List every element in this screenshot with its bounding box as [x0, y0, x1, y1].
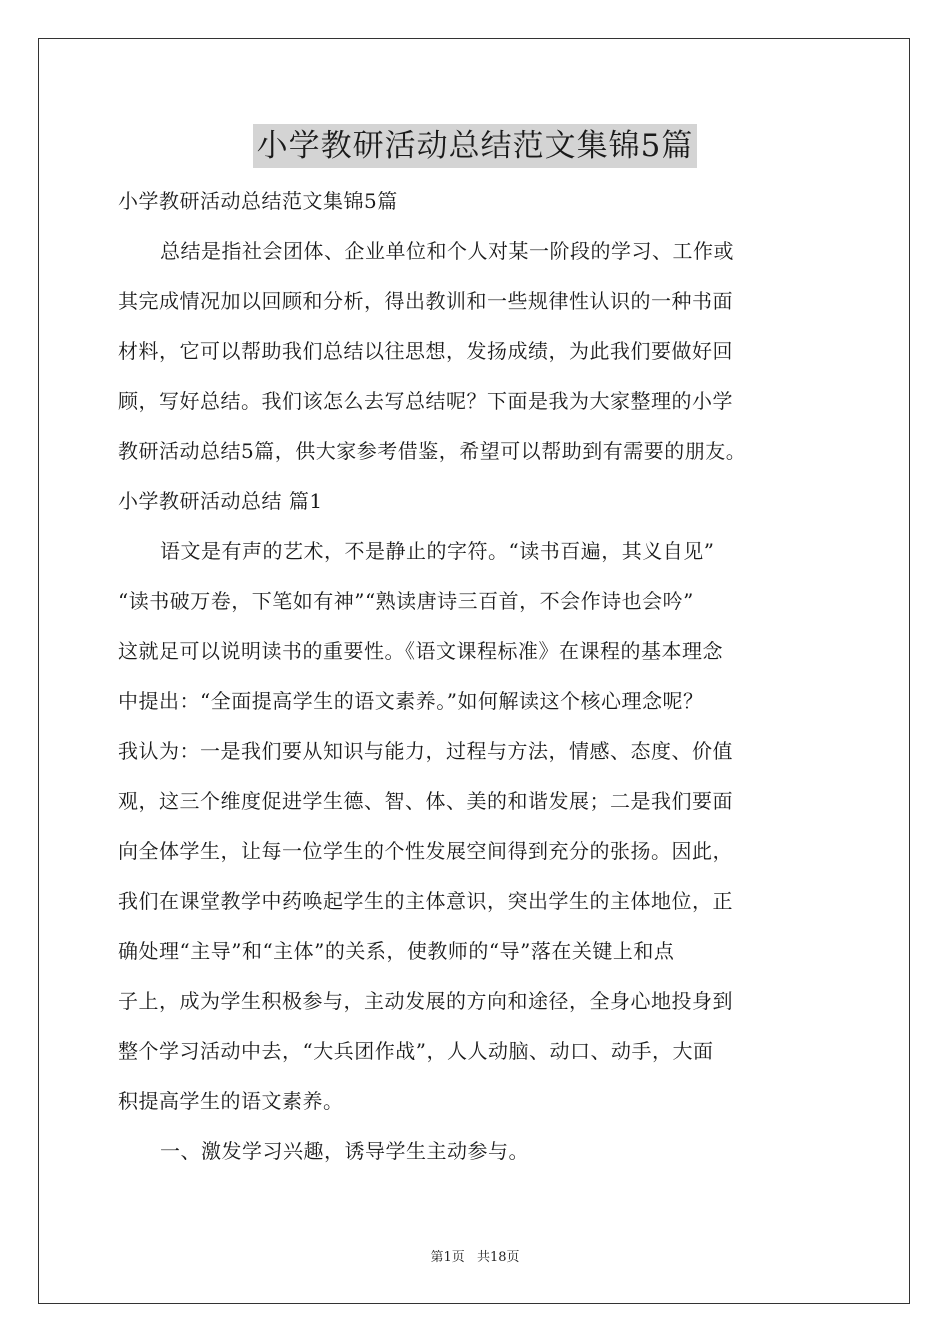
- text-line: 确处理“主导”和“主体”的关系，使教师的“导”落在关键上和点: [118, 939, 675, 963]
- text-line: 整个学习活动中去，“大兵团作战”，人人动脑、动口、动手，大面: [118, 1039, 714, 1063]
- text-line: 我们在课堂教学中药唤起学生的主体意识，突出学生的主体地位，正: [118, 889, 733, 913]
- document-title-text: 小学教研活动总结范文集锦5篇: [253, 124, 698, 168]
- text-line: 教研活动总结5篇，供大家参考借鉴，希望可以帮助到有需要的朋友。: [118, 439, 747, 463]
- text-line: 小学教研活动总结范文集锦5篇: [118, 189, 398, 213]
- text-line: 积提高学生的语文素养。: [118, 1089, 344, 1113]
- text-line: 语文是有声的艺术，不是静止的字符。“读书百遍，其义自见”: [160, 539, 715, 563]
- page-number: 第1页: [430, 1250, 465, 1265]
- text-line: 观，这三个维度促进学生德、智、体、美的和谐发展；二是我们要面: [118, 789, 733, 813]
- text-line: 其完成情况加以回顾和分析，得出教训和一些规律性认识的一种书面: [118, 289, 733, 313]
- text-line: 小学教研活动总结 篇1: [118, 489, 323, 513]
- page-footer: [0, 1246, 950, 1265]
- text-line: 向全体学生，让每一位学生的个性发展空间得到充分的张扬。因此，: [118, 839, 733, 863]
- text-line: 总结是指社会团体、企业单位和个人对某一阶段的学习、工作或: [160, 239, 734, 263]
- text-line: 这就足可以说明读书的重要性。《语文课程标准》在课程的基本理念: [118, 639, 723, 663]
- text-line: 材料，它可以帮助我们总结以往思想，发扬成绩，为此我们要做好回: [118, 339, 733, 363]
- document-body: [118, 176, 836, 1176]
- text-line: 顾，写好总结。我们该怎么去写总结呢？下面是我为大家整理的小学: [118, 389, 733, 413]
- text-line: 中提出：“全面提高学生的语文素养。”如何解读这个核心理念呢？: [118, 689, 704, 713]
- page-total: 共18页: [476, 1250, 520, 1265]
- text-line: “读书破万卷，下笔如有神”“熟读唐诗三百首，不会作诗也会吟”: [118, 589, 694, 613]
- text-line: 我认为：一是我们要从知识与能力，过程与方法，情感、态度、价值: [118, 739, 733, 763]
- document-title: [0, 124, 950, 168]
- text-line: 一、激发学习兴趣，诱导学生主动参与。: [160, 1139, 529, 1163]
- text-line: 子上，成为学生积极参与，主动发展的方向和途径，全身心地投身到: [118, 989, 733, 1013]
